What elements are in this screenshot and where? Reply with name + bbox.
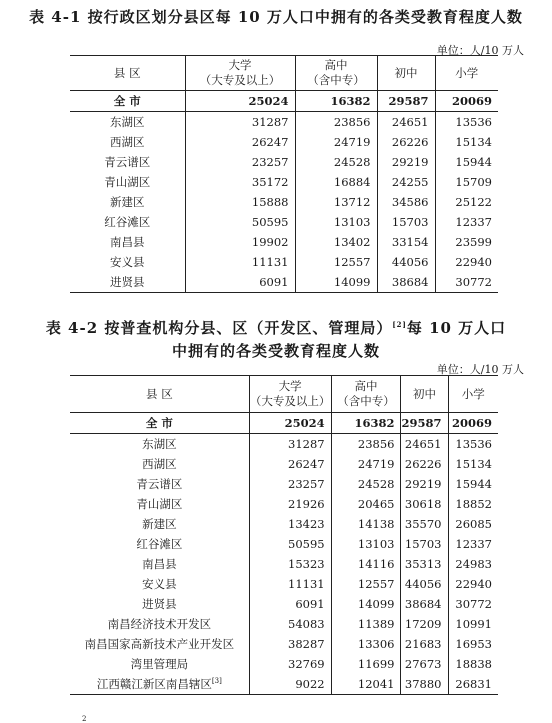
row-region-name: 青云谱区 [104,155,151,169]
row-region-name: 湾里管理局 [130,657,189,671]
table-row [70,232,498,252]
junior-value: 26226 [377,132,435,152]
highschool-value: 24528 [295,152,377,172]
primary-value: 22940 [448,574,498,594]
table-row [70,272,498,293]
row-region-name: 南昌国家高新技术产业开发区 [84,637,235,651]
row-region-name: 安义县 [110,255,145,269]
table-row [70,634,498,654]
table-row [70,132,498,152]
row-region-name: 新建区 [110,195,145,209]
table-row [70,252,498,272]
table-row [70,434,498,455]
primary-value: 20069 [435,91,498,112]
row-region-name: 青山湖区 [104,175,151,189]
university-value: 15888 [185,192,295,212]
table-row [70,674,498,695]
university-value: 23257 [249,474,331,494]
university-value: 13423 [249,514,331,534]
row-region-name: 西湖区 [110,135,145,149]
junior-value: 34586 [377,192,435,212]
university-value: 31287 [249,434,331,455]
junior-value: 30618 [401,494,448,514]
table2-unit: 单位：人/10 万人 [436,363,524,376]
primary-value: 12337 [435,212,498,232]
junior-value: 33154 [377,232,435,252]
highschool-value: 13712 [295,192,377,212]
row-region-name: 青云谱区 [136,477,183,491]
row-region-name: 南昌县 [142,557,177,571]
university-value: 32769 [249,654,331,674]
primary-value: 13536 [435,112,498,133]
highschool-value: 13306 [331,634,401,654]
university-value: 23257 [185,152,295,172]
primary-value: 26831 [448,674,498,695]
table-row [70,152,498,172]
table1-title: 表 4-1 按行政区划分县区每 10 万人口中拥有的各类受教育程度人数 [29,8,523,26]
primary-value: 15944 [448,474,498,494]
highschool-value: 23856 [295,112,377,133]
row-region-name: 红谷滩区 [104,215,151,229]
primary-value: 10991 [448,614,498,634]
footnote-mark: 2 [82,715,87,723]
primary-value: 12337 [448,534,498,554]
primary-value: 13536 [448,434,498,455]
table1 [70,55,498,293]
junior-value: 29219 [401,474,448,494]
highschool-value: 11699 [331,654,401,674]
row-region-name: 江西赣江新区南昌辖区[3] [70,674,249,695]
highschool-value: 14138 [331,514,401,534]
table1-unit: 单位：人/10 万人 [436,44,524,57]
primary-value: 30772 [435,272,498,293]
junior-value: 24255 [377,172,435,192]
highschool-value: 13103 [295,212,377,232]
primary-value: 15134 [435,132,498,152]
university-value: 50595 [249,534,331,554]
primary-value: 20069 [448,413,498,434]
primary-value: 25122 [435,192,498,212]
table-row [70,474,498,494]
highschool-value: 24528 [331,474,401,494]
university-value: 9022 [249,674,331,695]
header-university: 大学 （大专及以上） [185,56,295,91]
highschool-value: 24719 [295,132,377,152]
university-value: 38287 [249,634,331,654]
row-region-name: 南昌经济技术开发区 [107,617,212,631]
row-region-name: 全 市 [70,91,185,112]
junior-value: 24651 [377,112,435,133]
primary-value: 16953 [448,634,498,654]
header-primary: 小学 [435,56,498,91]
table-row [70,91,498,112]
header-region: 县 区 [70,376,249,413]
table-row [70,494,498,514]
row-region-name: 全 市 [70,413,249,434]
junior-value: 44056 [401,574,448,594]
table-row [70,594,498,614]
university-value: 26247 [185,132,295,152]
highschool-value: 14099 [331,594,401,614]
table-row [70,554,498,574]
highschool-value: 16382 [295,91,377,112]
junior-value: 27673 [401,654,448,674]
highschool-value: 11389 [331,614,401,634]
university-value: 50595 [185,212,295,232]
junior-value: 15703 [377,212,435,232]
primary-value: 24983 [448,554,498,574]
highschool-value: 16884 [295,172,377,192]
highschool-value: 16382 [331,413,401,434]
table-row [70,534,498,554]
header-highschool: 高中 （含中专） [295,56,377,91]
table-row [70,614,498,634]
university-value: 31287 [185,112,295,133]
highschool-value: 13402 [295,232,377,252]
junior-value: 21683 [401,634,448,654]
university-value: 21926 [249,494,331,514]
row-region-name: 青山湖区 [136,497,183,511]
highschool-value: 12557 [295,252,377,272]
table-row [70,192,498,212]
row-region-name: 西湖区 [142,457,177,471]
primary-value: 18838 [448,654,498,674]
junior-value: 44056 [377,252,435,272]
highschool-value: 13103 [331,534,401,554]
university-value: 19902 [185,232,295,252]
table2 [70,375,498,695]
primary-value: 15944 [435,152,498,172]
junior-value: 37880 [401,674,448,695]
table2-title-line1: 表 4-2 按普查机构分县、区（开发区、管理局）[2]每 10 万人口 [45,319,507,337]
row-region-name: 红谷滩区 [136,537,183,551]
junior-value: 38684 [377,272,435,293]
header-highschool: 高中 （含中专） [331,376,401,413]
table2-title-line2: 中拥有的各类受教育程度人数 [171,342,380,360]
row-region-name: 东湖区 [110,115,145,129]
primary-value: 26085 [448,514,498,534]
header-university: 大学 （大专及以上） [249,376,331,413]
table-row [70,514,498,534]
junior-value: 29219 [377,152,435,172]
header-primary: 小学 [448,376,498,413]
university-value: 25024 [249,413,331,434]
header-region: 县 区 [70,56,185,91]
row-region-name: 东湖区 [142,437,177,451]
row-region-name: 南昌县 [110,235,145,249]
header-junior: 初中 [401,376,448,413]
university-value: 11131 [249,574,331,594]
row-region-name: 安义县 [142,577,177,591]
university-value: 15323 [249,554,331,574]
table-row [70,574,498,594]
table-row [70,654,498,674]
row-region-name: 进贤县 [142,597,177,611]
highschool-value: 12041 [331,674,401,695]
university-value: 26247 [249,454,331,474]
primary-value: 30772 [448,594,498,614]
highschool-value: 24719 [331,454,401,474]
university-value: 25024 [185,91,295,112]
junior-value: 26226 [401,454,448,474]
row-region-name: 新建区 [142,517,177,531]
junior-value: 29587 [377,91,435,112]
junior-value: 38684 [401,594,448,614]
junior-value: 35313 [401,554,448,574]
junior-value: 29587 [401,413,448,434]
university-value: 6091 [185,272,295,293]
highschool-value: 23856 [331,434,401,455]
junior-value: 35570 [401,514,448,534]
primary-value: 18852 [448,494,498,514]
highschool-value: 14116 [331,554,401,574]
university-value: 11131 [185,252,295,272]
table-row [70,413,498,434]
row-region-name: 进贤县 [70,272,185,293]
primary-value: 22940 [435,252,498,272]
highschool-value: 12557 [331,574,401,594]
university-value: 35172 [185,172,295,192]
university-value: 54083 [249,614,331,634]
table-row [70,212,498,232]
junior-value: 17209 [401,614,448,634]
header-junior: 初中 [377,56,435,91]
highschool-value: 20465 [331,494,401,514]
highschool-value: 14099 [295,272,377,293]
primary-value: 23599 [435,232,498,252]
junior-value: 15703 [401,534,448,554]
table-row [70,172,498,192]
table-row [70,112,498,133]
primary-value: 15134 [448,454,498,474]
junior-value: 24651 [401,434,448,455]
primary-value: 15709 [435,172,498,192]
table-row [70,454,498,474]
university-value: 6091 [249,594,331,614]
